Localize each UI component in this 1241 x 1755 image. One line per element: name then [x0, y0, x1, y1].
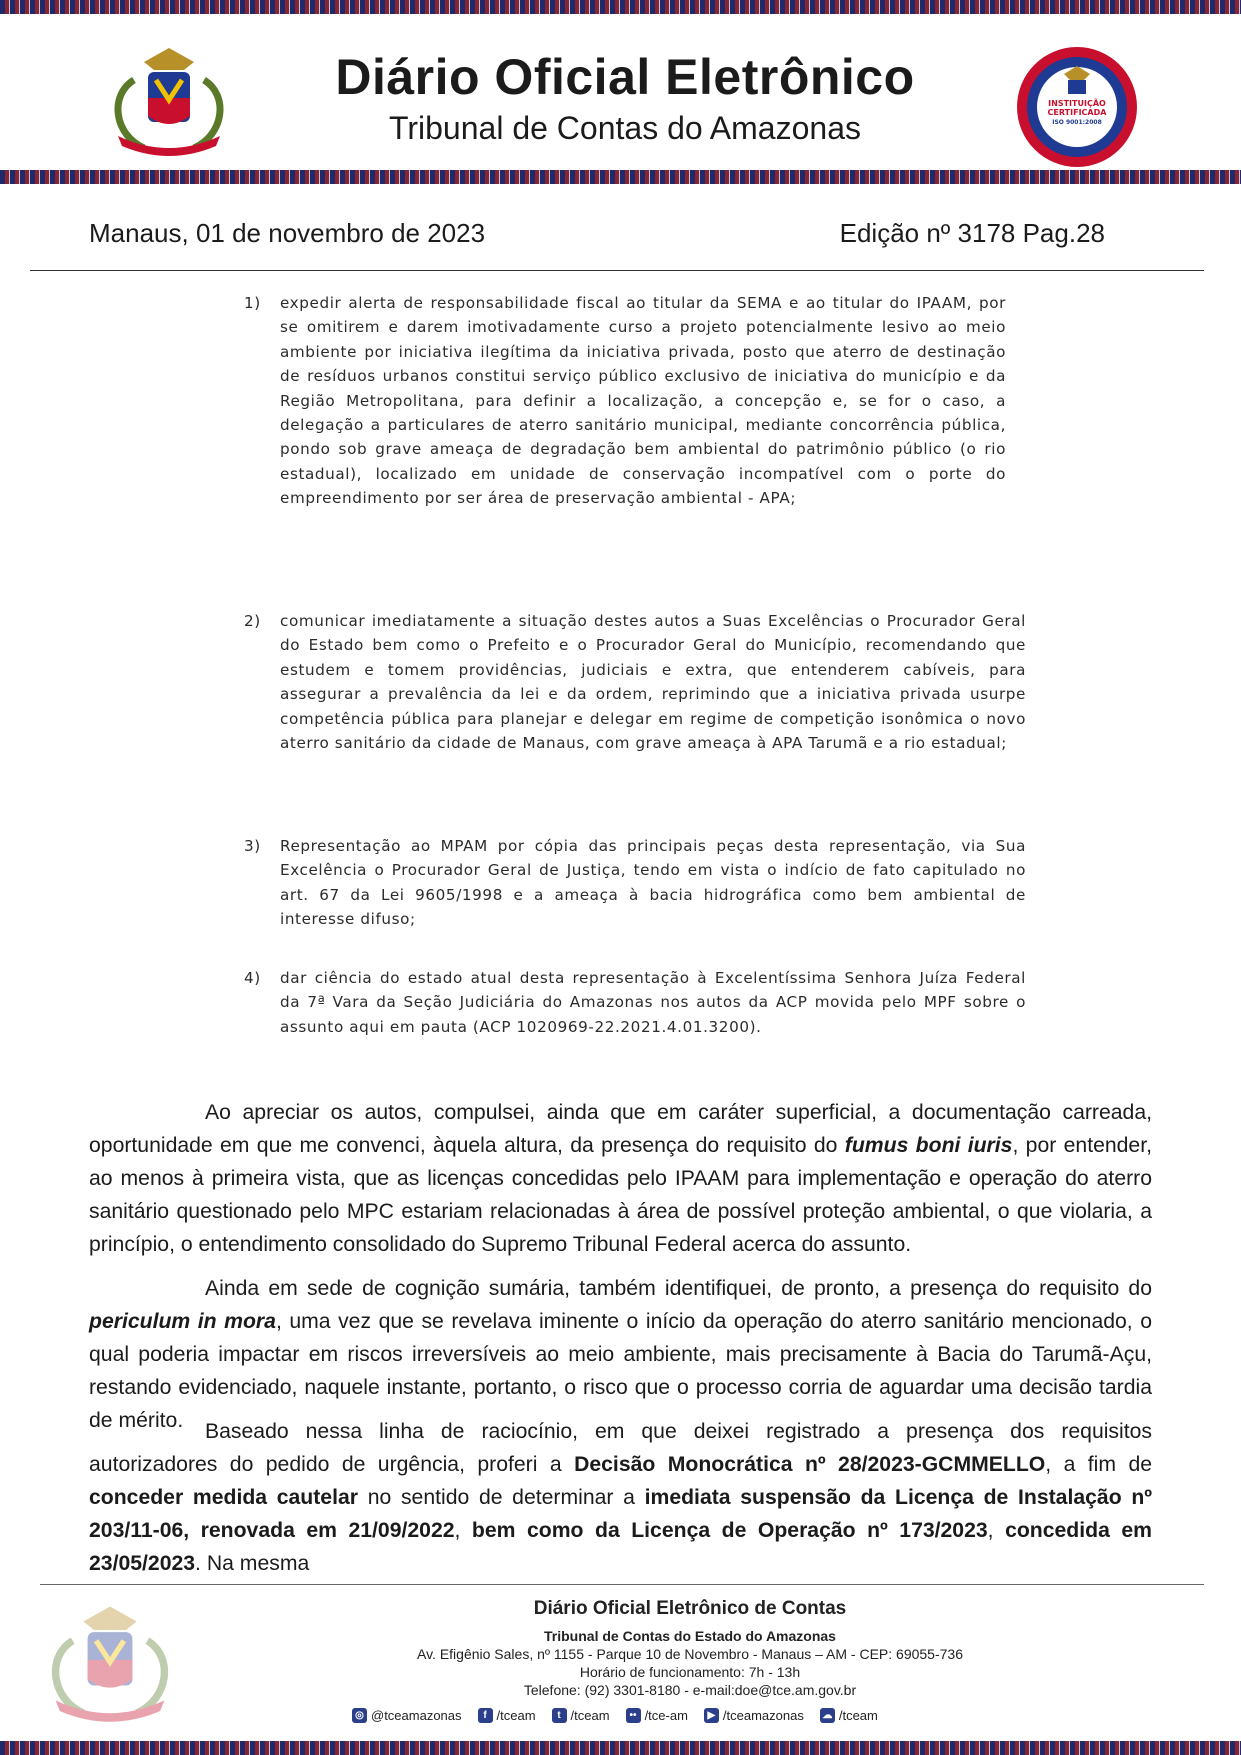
- emphasis-term: fumus boni iuris: [844, 1134, 1013, 1157]
- paragraph-text: , uma vez que se revelava iminente o início da operação do aterro sanitário mencionado, o qual poderia impactar em riscos irreversíveis ao meio ambiente, mais precisamente à Bacia do Tarumã-Açu, restando evidenciado, naquele instante, portanto, o risco que o processo corria de aguardar uma decisão tardia de mérito.: [89, 1310, 1152, 1432]
- tce-crest-watermark-icon: [40, 1598, 180, 1726]
- instagram-icon: ◎: [352, 1708, 367, 1723]
- item-number: 4): [244, 969, 261, 987]
- bold-reference: conceder medida cautelar: [89, 1486, 359, 1509]
- page-subtitle: Tribunal de Contas do Amazonas: [389, 110, 861, 146]
- social-handle: /tceam: [570, 1708, 610, 1723]
- footer-stripe: [0, 1741, 1241, 1755]
- bold-reference: imediata suspensão da Licença de Instalação nº 203/11-06, renovada em 21/09/2022: [89, 1486, 1152, 1542]
- social-handle: /tceam: [496, 1708, 536, 1723]
- footer-contact[interactable]: Telefone: (92) 3301-8180 - e-mail:doe@tce.am.gov.br: [523, 1682, 857, 1698]
- seal-certified-label: CERTIFICADA: [1047, 108, 1107, 117]
- emphasis-term: periculum in mora: [89, 1310, 276, 1333]
- tce-crest-icon: [104, 40, 234, 160]
- bold-reference: concedida em 23/05/2023: [89, 1519, 1152, 1575]
- footer-divider: [40, 1584, 1204, 1585]
- seal-institution-label: INSTITUIÇÃO: [1048, 99, 1106, 108]
- quoted-list-item: [244, 834, 1026, 932]
- item-number: 2): [244, 612, 261, 630]
- item-text: Representação ao MPAM por cópia das principais peças desta representação, via Sua Excelência o Procurador Geral de Justiça, tendo em vista o indício de fato capitulado no art. 67 da Lei 9605/1998 e a ameaça à bacia hidrográfica como bem ambiental de interesse difuso;: [280, 837, 1026, 929]
- item-text: expedir alerta de responsabilidade fiscal ao titular da SEMA e ao titular do IPAAM, por se omitirem e darem imotivadamente curso a projeto potencialmente lesivo ao meio ambiente por iniciativa ilegítima da iniciativa privada, posto que aterro de destinação de resíduos urbanos constitui serviço público exclusivo de iniciativa do município e da Região Metropolitana, para definir a localização, a concepção e, se for o caso, a delegação a particulares de aterro sanitário municipal, mediante concorrência pública, pondo sob grave ameaça de degradação bem ambiental do patrimônio público (o rio estadual), localizado em unidade de conservação incompatível com o porte do empreendimento por ser área de preservação ambiental - APA;: [280, 294, 1006, 508]
- paragraph-text: . Na mesma: [195, 1552, 310, 1575]
- paragraph-text: , a fim de: [1045, 1453, 1153, 1476]
- paragraph-text: Baseado nessa linha de raciocínio, em que deixei registrado a presença dos requisitos autorizadores do pedido de urgência, proferi a: [89, 1420, 1152, 1476]
- social-link-flickr[interactable]: [626, 1708, 688, 1723]
- bold-reference: bem como da Licença de Operação nº 173/2023: [471, 1519, 988, 1542]
- bold-reference: Decisão Monocrática nº 28/2023-GCMMELLO: [574, 1453, 1046, 1476]
- header-divider: [30, 270, 1204, 271]
- header-bottom-stripe: [0, 170, 1241, 184]
- item-number: 3): [244, 837, 261, 855]
- iso-certification-seal-icon: [1014, 44, 1140, 170]
- social-link-youtube[interactable]: [704, 1708, 804, 1723]
- paragraph-text: no sentido de determinar a: [358, 1486, 645, 1509]
- body-paragraph: [89, 1096, 1152, 1261]
- quoted-list-item: [244, 609, 1026, 755]
- social-handle: /tceam: [838, 1708, 878, 1723]
- paragraph-text: Ainda em sede de cognição sumária, também identifiquei, de pronto, a presença do requisito do: [205, 1277, 1152, 1300]
- paragraph-text: , por entender, ao menos à primeira vista, que as licenças concedidas pelo IPAAM para implementação e operação do aterro sanitário questionado pelo MPC estariam relacionadas à área de possível proteção ambiental, o que violaria, a princípio, o entendimento consolidado do Supremo Tribunal Federal acerca do assunto.: [89, 1134, 1152, 1256]
- paragraph-text: Ao apreciar os autos, compulsei, ainda que em caráter superficial, a documentação carreada, oportunidade em que me convenci, àquela altura, da presença do requisito do: [89, 1101, 1152, 1157]
- twitter-icon: t: [552, 1708, 567, 1723]
- social-link-twitter[interactable]: [552, 1708, 610, 1723]
- social-link-instagram[interactable]: [352, 1708, 462, 1723]
- social-link-soundcloud[interactable]: [820, 1708, 878, 1723]
- publication-date: Manaus, 01 de novembro de 2023: [89, 218, 486, 248]
- footer-hours: Horário de funcionamento: 7h - 13h: [579, 1664, 801, 1680]
- footer-title: Diário Oficial Eletrônico de Contas: [533, 1598, 847, 1619]
- page-title: Diário Oficial Eletrônico: [335, 49, 915, 105]
- flickr-icon: ••: [626, 1708, 641, 1723]
- social-handle: @tceamazonas: [371, 1708, 462, 1723]
- social-handle: /tce-am: [644, 1708, 688, 1723]
- footer-organization: Tribunal de Contas do Estado do Amazonas: [544, 1628, 836, 1644]
- social-link-facebook[interactable]: [478, 1708, 536, 1723]
- social-handle: /tceamazonas: [722, 1708, 804, 1723]
- facebook-icon: f: [478, 1708, 493, 1723]
- youtube-icon: ▶: [704, 1708, 719, 1723]
- edition-number: Edição nº 3178 Pag.28: [839, 218, 1105, 248]
- paragraph-text: ,: [987, 1519, 1006, 1542]
- body-paragraph: [89, 1272, 1152, 1437]
- footer-address: Av. Efigênio Sales, nº 1155 - Parque 10 de Novembro - Manaus – AM - CEP: 69055-736: [417, 1646, 963, 1662]
- item-text: comunicar imediatamente a situação destes autos a Suas Excelências o Procurador Geral do Estado bem como o Prefeito e o Procurador Geral do Município, recomendando que estudem e tomem providências, judiciais e extra, que entenderem cabíveis, para assegurar a prevalência da lei e da ordem, reprimindo que a iniciativa privada usurpe competência pública para planejar e delegar em regime de competição isonômica o novo aterro sanitário da cidade de Manaus, com grave ameaça à APA Tarumã e a rio estadual;: [280, 612, 1026, 753]
- paragraph-text: ,: [454, 1519, 472, 1542]
- quoted-list-item: [244, 291, 1006, 511]
- body-paragraph: [89, 1415, 1152, 1580]
- seal-iso-label: ISO 9001:2008: [1052, 119, 1102, 126]
- quoted-list-item: [244, 966, 1026, 1039]
- item-text: dar ciência do estado atual desta representação à Excelentíssima Senhora Juíza Federal da 7ª Vara da Seção Judiciária do Amazonas nos autos da ACP movida pelo MPF sobre o assunto aqui em pauta (ACP 1020969-22.2021.4.01.3200).: [280, 969, 1026, 1036]
- header-top-stripe: [0, 0, 1241, 14]
- soundcloud-icon: ☁: [820, 1708, 835, 1723]
- item-number: 1): [244, 294, 261, 312]
- social-links: [352, 1708, 878, 1723]
